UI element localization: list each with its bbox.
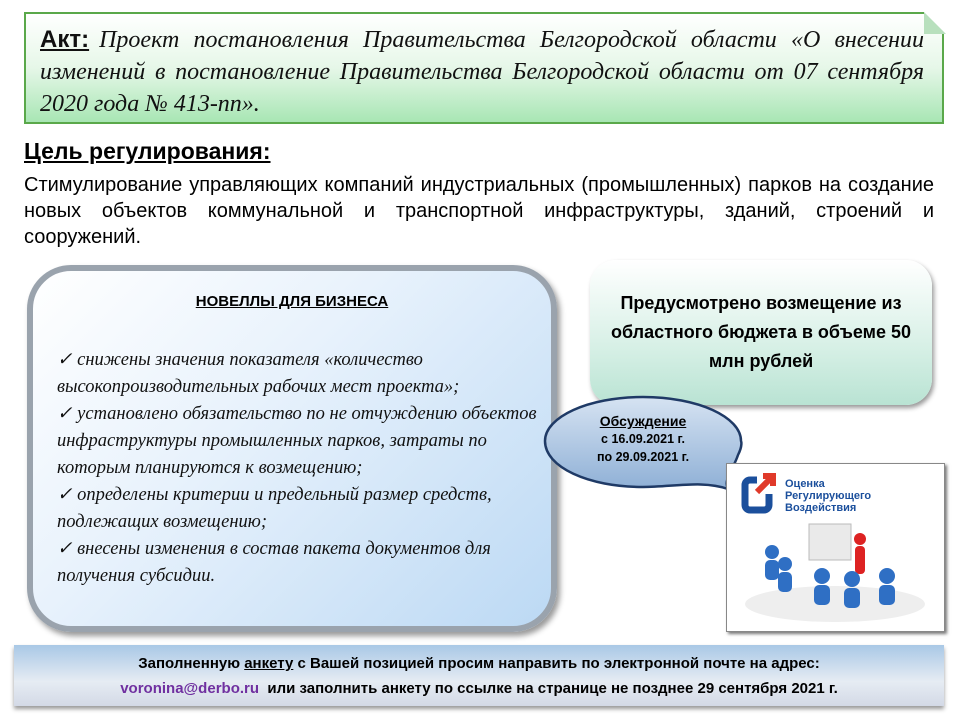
list-item: ✓ установлено обязательство по не отчуждению объектов инфраструктуры промышленных парков, затраты по которым планируются к возмещению; xyxy=(57,404,537,478)
discussion-from: с 16.09.2021 г. xyxy=(601,432,685,446)
bottom-line1: Заполненную анкету с Вашей позицией просим направить по электронной почте на адрес: xyxy=(138,655,820,672)
list-item: ✓ снижены значения показателя «количество высокопроизводительных рабочих мест проекта»; xyxy=(57,350,460,397)
novels-box xyxy=(27,265,557,632)
email-link[interactable]: voronina@derbo.ru xyxy=(120,680,260,697)
discussion-to: по 29.09.2021 г. xyxy=(596,450,690,464)
logo-line2: Регулирующего xyxy=(785,490,872,502)
orv-logo-icon xyxy=(727,464,944,631)
act-text: Проект постановления Правительства Белгородской области «О внесении изменений в постановление Правительства Белгородской области от 07 сентября 2020 года № 413-пп». xyxy=(40,27,924,117)
discussion-title: Обсуждение xyxy=(599,413,687,429)
act-label: Акт: xyxy=(40,26,90,53)
bottom-line2: voronina@derbo.ru или заполнить анкету по ссылке на странице не позднее 29 сентября 2021 г. xyxy=(120,680,838,697)
logo-line1: Оценка xyxy=(785,478,825,490)
bottom-banner xyxy=(14,645,944,706)
act-box xyxy=(24,12,944,124)
orv-illustration xyxy=(726,463,945,632)
novels-heading: НОВЕЛЛЫ ДЛЯ БИЗНЕСА xyxy=(195,293,389,310)
discussion-text xyxy=(543,412,743,466)
goal-heading: Цель регулирования: xyxy=(24,138,271,164)
survey-link[interactable]: анкету xyxy=(244,655,294,672)
funding-box: Предусмотрено возмещение из областного бюджета в объеме 50 млн рублей xyxy=(590,260,932,405)
goal-text: Стимулирование управляющих компаний индустриальных (промышленных) парков на создание новых объектов коммунальной и транспортной инфраструктуры, зданий, строений и сооружений. xyxy=(24,174,934,248)
list-item: ✓ определены критерии и предельный размер средств, подлежащих возмещению; xyxy=(57,485,492,532)
folded-corner xyxy=(924,12,946,34)
logo-line3: Воздействия xyxy=(785,502,857,514)
novels-list xyxy=(57,347,557,590)
list-item: ✓ внесены изменения в состав пакета документов для получения субсидии. xyxy=(57,539,491,586)
